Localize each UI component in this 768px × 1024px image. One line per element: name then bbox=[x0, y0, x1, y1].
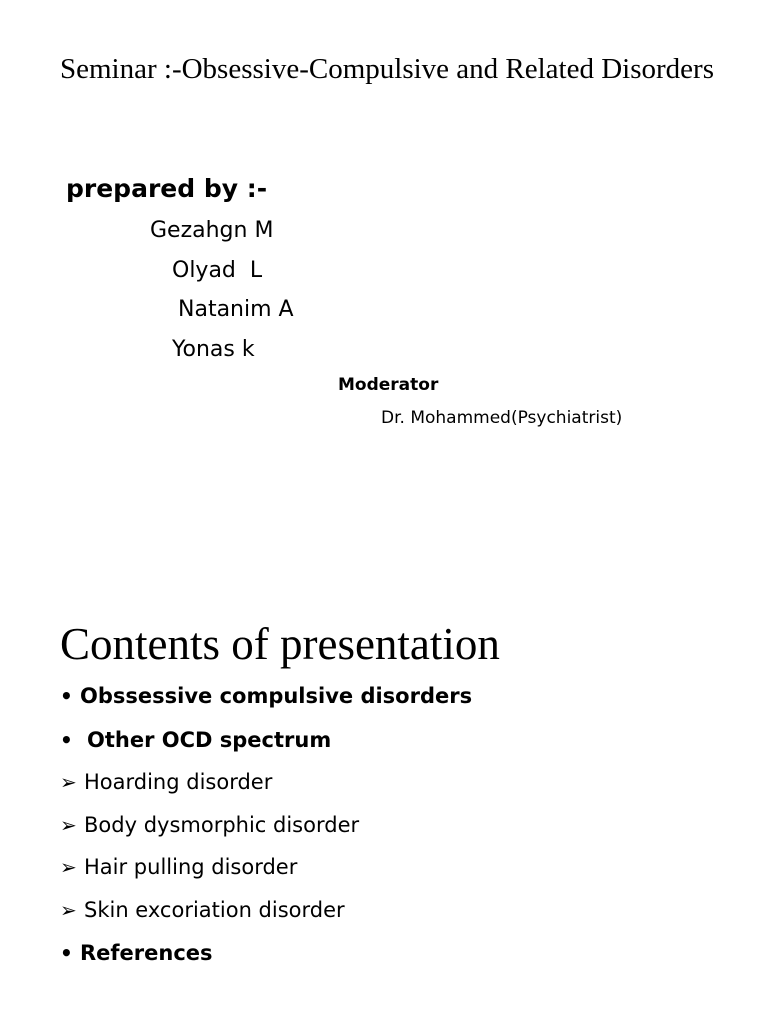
contents-item bbox=[60, 855, 297, 879]
contents-item bbox=[60, 941, 213, 965]
moderator-name: Dr. Mohammed(Psychiatrist) bbox=[381, 408, 623, 428]
contents-item-text: References bbox=[80, 941, 213, 965]
contents-item bbox=[60, 684, 472, 708]
contents-item bbox=[60, 813, 359, 837]
contents-item bbox=[60, 898, 345, 922]
moderator-label: Moderator bbox=[338, 375, 439, 395]
bullet-icon: • bbox=[60, 941, 73, 965]
contents-item bbox=[60, 728, 331, 752]
arrow-bullet-icon: ➢ bbox=[60, 770, 77, 794]
arrow-bullet-icon: ➢ bbox=[60, 813, 77, 837]
author-name: Natanim A bbox=[178, 297, 294, 322]
contents-item-text: Hoarding disorder bbox=[84, 770, 273, 794]
author-name: Gezahgn M bbox=[150, 218, 274, 243]
contents-item-text: Obssessive compulsive disorders bbox=[80, 684, 473, 708]
author-name: Yonas k bbox=[172, 337, 255, 362]
prepared-by-label: prepared by :- bbox=[66, 174, 268, 203]
contents-title: Contents of presentation bbox=[60, 619, 500, 669]
arrow-bullet-icon: ➢ bbox=[60, 855, 77, 879]
seminar-title: Seminar :-Obsessive-Compulsive and Related Disorders bbox=[60, 53, 714, 85]
contents-slide bbox=[0, 600, 768, 1024]
bullet-icon: • bbox=[60, 728, 73, 752]
contents-item-text: Skin excoriation disorder bbox=[84, 898, 345, 922]
contents-item-text: Body dysmorphic disorder bbox=[84, 813, 360, 837]
arrow-bullet-icon: ➢ bbox=[60, 898, 77, 922]
contents-item-text: Hair pulling disorder bbox=[84, 855, 298, 879]
contents-item-text: Other OCD spectrum bbox=[87, 728, 332, 752]
bullet-icon: • bbox=[60, 684, 73, 708]
contents-item bbox=[60, 770, 272, 794]
author-name: Olyad L bbox=[172, 258, 263, 283]
